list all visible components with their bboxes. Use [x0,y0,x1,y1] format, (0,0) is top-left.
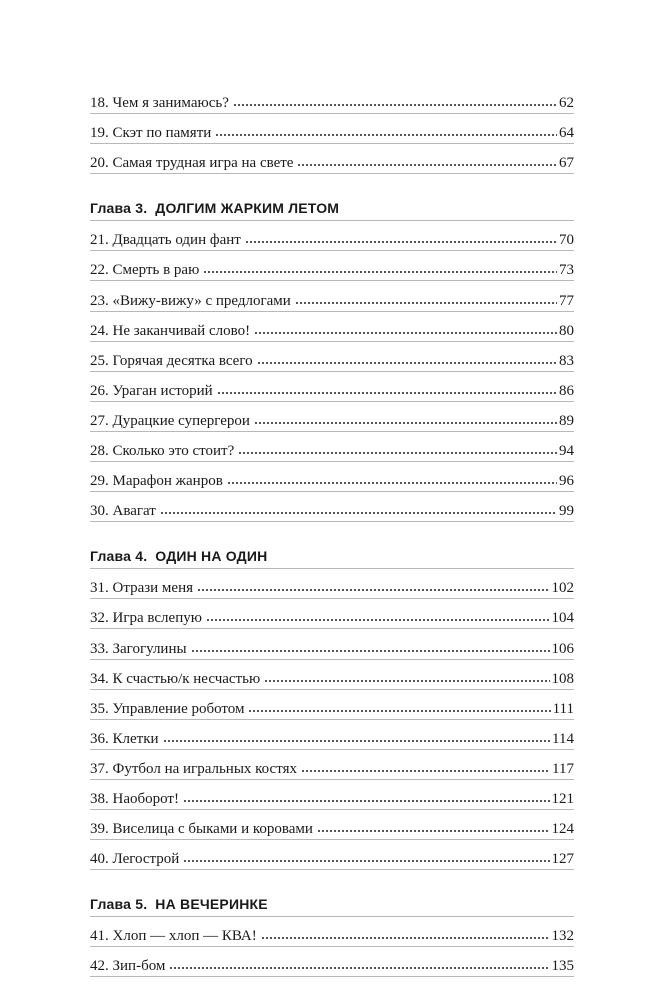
toc-entry [90,342,574,372]
entry-title: 32. Игра вслепую [90,610,202,627]
chapter-heading [90,534,574,569]
entry-title: 35. Управление роботом [90,700,245,717]
dot-leader [257,360,557,366]
toc-entry [90,690,574,720]
toc-entry [90,492,574,522]
entry-page-number: 124 [551,821,574,838]
dot-leader [160,510,557,516]
chapter-name: ДОЛГИМ ЖАРКИМ ЛЕТОМ [155,200,340,217]
entry-page-number: 67 [559,155,574,172]
entry-page-number: 111 [552,700,574,717]
entry-page-number: 83 [559,352,574,369]
entry-title: 20. Самая трудная игра на свете [90,155,294,172]
dot-leader [264,678,549,684]
chapter-name: НА ВЕЧЕРИНКЕ [155,896,268,913]
toc-entry [90,720,574,750]
toc-entry [90,372,574,402]
entry-page-number: 89 [559,412,574,429]
entry-title: 26. Ураган историй [90,382,213,399]
entry-title: 18. Чем я занимаюсь? [90,95,229,112]
dot-leader [248,708,550,714]
toc-entry [90,810,574,840]
entry-title: 40. Легострой [90,851,180,868]
toc-entry [90,221,574,251]
entry-title: 41. Хлоп — хлоп — КВА! [90,928,257,945]
entry-page-number: 86 [559,382,574,399]
chapter-label: Глава 5. [90,896,148,913]
toc-entry [90,840,574,870]
toc-entry [90,750,574,780]
toc-entry [90,629,574,659]
toc-entry [90,780,574,810]
entry-page-number: 70 [559,232,574,249]
dot-leader [233,102,557,108]
chapter-heading [90,186,574,221]
dot-leader [183,798,550,804]
toc-entry [90,917,574,947]
entry-page-number: 62 [559,95,574,112]
entry-page-number: 127 [551,851,574,868]
dot-leader [297,162,557,168]
dot-leader [295,300,557,306]
entry-title: 31. Отрази меня [90,580,194,597]
entry-page-number: 102 [551,580,574,597]
toc-entry [90,114,574,144]
entry-page-number: 94 [559,443,574,460]
entry-title: 30. Авагат [90,503,156,520]
entry-title: 28. Сколько это стоит? [90,443,235,460]
entry-page-number: 108 [551,670,574,687]
entry-page-number: 117 [552,760,574,777]
entry-page-number: 80 [559,322,574,339]
entry-page-number: 96 [559,473,574,490]
entry-title: 34. К счастью/к несчастью [90,670,261,687]
toc-entry [90,569,574,599]
dot-leader [317,828,550,834]
toc-entry [90,312,574,342]
entry-page-number: 77 [559,292,574,309]
table-of-contents [90,84,574,977]
chapter-name: ОДИН НА ОДИН [155,548,268,565]
toc-entry [90,462,574,492]
dot-leader [191,648,550,654]
chapter-label: Глава 4. [90,548,148,565]
entry-title: 19. Скэт по памяти [90,125,212,142]
dot-leader [169,965,549,971]
dot-leader [197,587,549,593]
entry-title: 42. Зип-бом [90,958,166,975]
dot-leader [215,132,557,138]
dot-leader [163,738,551,744]
entry-page-number: 132 [551,928,574,945]
entry-page-number: 104 [551,610,574,627]
entry-title: 22. Смерть в раю [90,262,200,279]
toc-entry [90,947,574,977]
entry-page-number: 99 [559,503,574,520]
dot-leader [227,480,557,486]
chapter-heading [90,882,574,917]
entry-title: 36. Клетки [90,730,159,747]
entry-page-number: 135 [551,958,574,975]
dot-leader [245,239,557,245]
dot-leader [238,450,557,456]
dot-leader [217,390,557,396]
entry-page-number: 114 [552,730,574,747]
entry-title: 24. Не заканчивай слово! [90,322,251,339]
dot-leader [261,935,550,941]
entry-title: 25. Горячая десятка всего [90,352,253,369]
toc-entry [90,402,574,432]
dot-leader [206,617,550,623]
toc-entry [90,251,574,281]
entry-page-number: 64 [559,125,574,142]
dot-leader [254,420,557,426]
toc-entry [90,144,574,174]
dot-leader [254,330,557,336]
toc-entry [90,432,574,462]
entry-title: 37. Футбол на игральных костях [90,760,297,777]
toc-entry [90,599,574,629]
entry-title: 29. Марафон жанров [90,473,223,490]
entry-title: 21. Двадцать один фант [90,232,241,249]
entry-title: 39. Виселица с быками и коровами [90,821,313,838]
dot-leader [203,269,557,275]
toc-entry [90,84,574,114]
dot-leader [183,858,549,864]
toc-entry [90,281,574,311]
entry-title: 38. Наоборот! [90,790,179,807]
entry-page-number: 121 [551,790,574,807]
entry-title: 33. Загогулины [90,640,187,657]
toc-entry [90,660,574,690]
entry-page-number: 106 [551,640,574,657]
chapter-label: Глава 3. [90,200,148,217]
entry-title: 23. «Вижу-вижу» с предлогами [90,292,291,309]
dot-leader [301,768,550,774]
entry-page-number: 73 [559,262,574,279]
entry-title: 27. Дурацкие супергерои [90,412,250,429]
